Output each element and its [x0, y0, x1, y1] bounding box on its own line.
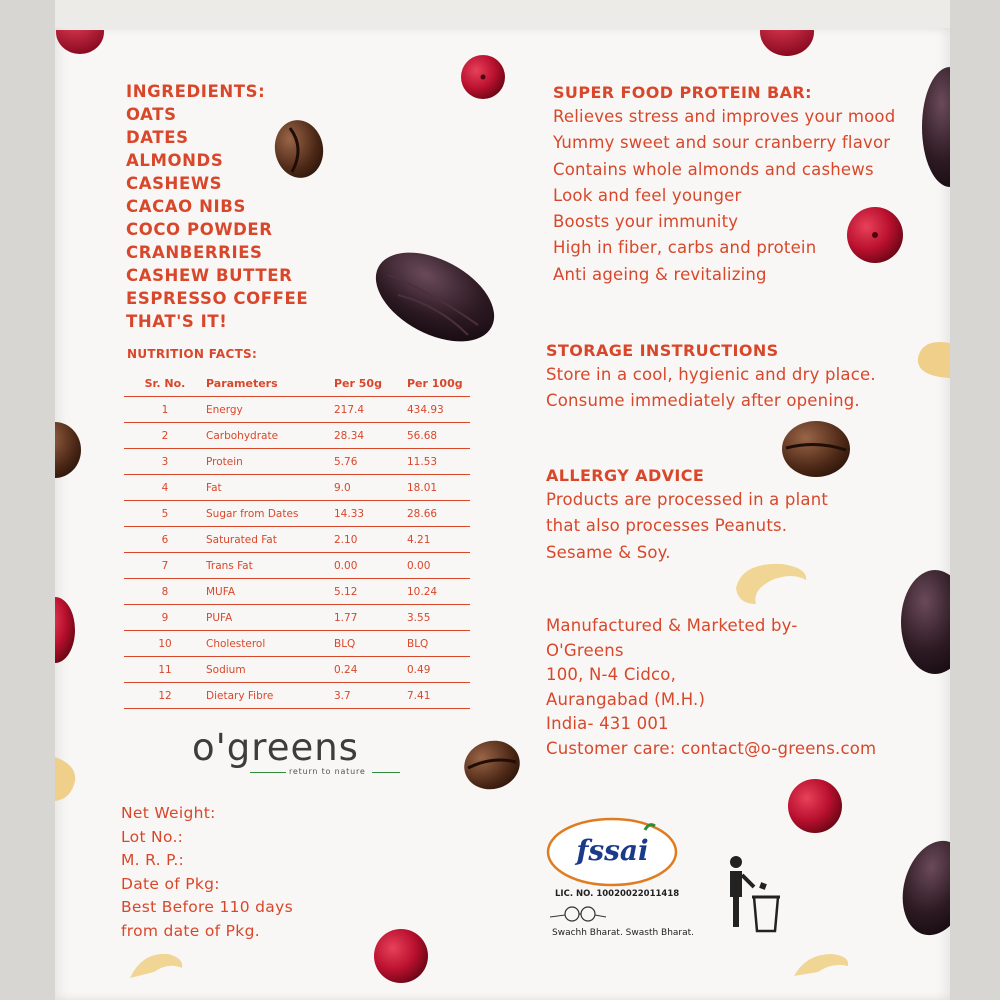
table-row	[124, 423, 470, 449]
column-header: Parameters	[206, 370, 334, 397]
date-fruit-icon	[895, 568, 950, 676]
per-100g-cell: 7.41	[407, 683, 470, 709]
sr-no-cell: 5	[124, 501, 206, 527]
spectacles-icon	[548, 905, 608, 923]
ingredient-item: CACAO NIBS	[126, 197, 246, 216]
parameter-cell: Protein	[206, 449, 334, 475]
cranberry-icon	[55, 30, 105, 60]
pack-info-line: from date of Pkg.	[121, 921, 260, 940]
nutrition-table	[124, 370, 470, 709]
table-row	[124, 657, 470, 683]
parameter-cell: Sugar from Dates	[206, 501, 334, 527]
per-100g-cell: 3.55	[407, 605, 470, 631]
coffee-bean-icon	[462, 738, 522, 792]
per-50g-cell: 5.76	[334, 449, 407, 475]
cranberry-icon	[786, 778, 844, 834]
parameter-cell: Cholesterol	[206, 631, 334, 657]
cashew-icon	[912, 338, 950, 380]
coffee-bean-icon	[55, 420, 83, 480]
per-50g-cell: 9.0	[334, 475, 407, 501]
storage-line: Store in a cool, hygienic and dry place.	[546, 365, 876, 384]
manufacturer-section	[546, 614, 876, 761]
storage-line: Consume immediately after opening.	[546, 391, 860, 411]
benefit-item: Contains whole almonds and cashews	[553, 159, 874, 179]
manufacturer-line: Aurangabad (M.H.)	[546, 689, 706, 709]
allergy-line: Products are processed in a plant	[546, 490, 829, 509]
benefits-title: SUPER FOOD PROTEIN BAR:	[553, 83, 812, 102]
logo-line-right	[372, 772, 400, 773]
sr-no-cell: 11	[124, 657, 206, 683]
pack-info-line: Best Before 110 days	[121, 898, 293, 916]
column-header: Sr. No.	[124, 370, 206, 397]
table-header-row	[124, 370, 470, 397]
box-top-flap	[55, 0, 950, 31]
sr-no-cell: 8	[124, 579, 206, 605]
per-50g-cell: 3.7	[334, 683, 407, 709]
recycle-bin-icon	[720, 853, 784, 933]
logo-line-left	[250, 772, 286, 773]
parameter-cell: Trans Fat	[206, 553, 334, 579]
sr-no-cell: 6	[124, 527, 206, 553]
cashew-icon	[792, 952, 852, 978]
per-100g-cell: BLQ	[407, 631, 470, 657]
date-fruit-icon	[918, 65, 950, 190]
table-row	[124, 449, 470, 475]
per-100g-cell: 434.93	[407, 397, 470, 423]
ingredient-item: DATES	[126, 128, 189, 147]
allergy-section	[546, 465, 828, 566]
parameter-cell: MUFA	[206, 579, 334, 605]
per-50g-cell: 217.4	[334, 397, 407, 423]
cashew-icon	[128, 950, 186, 980]
per-50g-cell: BLQ	[334, 631, 407, 657]
ingredients-title: INGREDIENTS:	[126, 82, 266, 101]
table-row	[124, 397, 470, 423]
ingredient-item: OATS	[126, 105, 177, 124]
table-row	[124, 527, 470, 553]
per-100g-cell: 0.00	[407, 553, 470, 579]
parameter-cell: Saturated Fat	[206, 527, 334, 553]
pack-info-line: M. R. P.:	[121, 851, 185, 869]
manufacturer-line: O'Greens	[546, 640, 624, 660]
ingredient-item: CASHEW BUTTER	[126, 266, 293, 285]
per-50g-cell: 14.33	[334, 501, 407, 527]
table-row	[124, 553, 470, 579]
table-row	[124, 631, 470, 657]
pack-info-line: Net Weight:	[121, 804, 216, 822]
per-100g-cell: 18.01	[407, 475, 470, 501]
date-fruit-icon	[898, 838, 950, 938]
ingredient-item: COCO POWDER	[126, 220, 273, 239]
sr-no-cell: 9	[124, 605, 206, 631]
ingredient-item: ALMONDS	[126, 151, 224, 170]
parameter-cell: Carbohydrate	[206, 423, 334, 449]
allergy-line: that also processes Peanuts.	[546, 516, 788, 536]
table-row	[124, 475, 470, 501]
table-row	[124, 605, 470, 631]
per-100g-cell: 10.24	[407, 579, 470, 605]
manufacturer-line: Manufactured & Marketed by-	[546, 616, 798, 635]
parameter-cell: Sodium	[206, 657, 334, 683]
logo-wordmark: o'greens	[192, 726, 359, 769]
sr-no-cell: 7	[124, 553, 206, 579]
allergy-title: ALLERGY ADVICE	[546, 466, 705, 485]
column-header: Per 100g	[407, 370, 470, 397]
per-50g-cell: 28.34	[334, 423, 407, 449]
sr-no-cell: 3	[124, 449, 206, 475]
customer-care-line: Customer care: contact@o-greens.com	[546, 738, 877, 758]
benefits-section	[553, 82, 895, 288]
sr-no-cell: 2	[124, 423, 206, 449]
ingredient-item: CRANBERRIES	[126, 243, 263, 262]
ingredient-item: ESPRESSO COFFEE	[126, 289, 309, 308]
benefit-item: Anti ageing & revitalizing	[553, 264, 767, 284]
ingredients-section	[126, 80, 308, 333]
per-50g-cell: 2.10	[334, 527, 407, 553]
per-100g-cell: 11.53	[407, 449, 470, 475]
sr-no-cell: 4	[124, 475, 206, 501]
manufacturer-line: 100, N-4 Cidco,	[546, 665, 677, 684]
per-50g-cell: 1.77	[334, 605, 407, 631]
sr-no-cell: 10	[124, 631, 206, 657]
sr-no-cell: 1	[124, 397, 206, 423]
allergy-line: Sesame & Soy.	[546, 542, 671, 562]
parameter-cell: Dietary Fibre	[206, 683, 334, 709]
parameter-cell: Fat	[206, 475, 334, 501]
benefit-item: Boosts your immunity	[553, 212, 739, 232]
cranberry-icon	[372, 928, 430, 984]
fssai-license-number: LIC. NO. 10020022011418	[555, 889, 680, 899]
benefit-item: Yummy sweet and sour cranberry flavor	[553, 133, 891, 153]
column-header: Per 50g	[334, 370, 407, 397]
parameter-cell: PUFA	[206, 605, 334, 631]
nutrition-facts-title: NUTRITION FACTS:	[127, 347, 258, 361]
storage-title: STORAGE INSTRUCTIONS	[546, 341, 779, 360]
table-row	[124, 683, 470, 709]
storage-section	[546, 340, 876, 415]
per-100g-cell: 0.49	[407, 657, 470, 683]
benefit-item: Look and feel younger	[553, 185, 742, 205]
per-100g-cell: 4.21	[407, 527, 470, 553]
date-fruit-icon	[368, 245, 502, 350]
pack-info	[121, 802, 293, 943]
parameter-cell: Energy	[206, 397, 334, 423]
fssai-wordmark: fssai	[576, 834, 649, 867]
table-row	[124, 501, 470, 527]
per-100g-cell: 56.68	[407, 423, 470, 449]
benefit-item: High in fiber, carbs and protein	[553, 238, 817, 258]
ingredient-item: THAT'S IT!	[126, 312, 228, 331]
pack-info-line: Date of Pkg:	[121, 874, 220, 893]
ogreens-logo	[192, 726, 407, 786]
benefit-item: Relieves stress and improves your mood	[553, 107, 896, 126]
ingredient-item: CASHEWS	[126, 174, 223, 193]
per-50g-cell: 5.12	[334, 579, 407, 605]
table-row	[124, 579, 470, 605]
cranberry-icon	[55, 595, 77, 665]
sr-no-cell: 12	[124, 683, 206, 709]
logo-tagline: return to nature	[289, 767, 366, 776]
cashew-icon	[55, 755, 77, 803]
manufacturer-line: India- 431 001	[546, 714, 669, 733]
cranberry-icon	[760, 30, 815, 60]
per-50g-cell: 0.24	[334, 657, 407, 683]
per-100g-cell: 28.66	[407, 501, 470, 527]
per-50g-cell: 0.00	[334, 553, 407, 579]
swachh-bharat-text: Swachh Bharat. Swasth Bharat.	[552, 928, 695, 938]
pack-info-line: Lot No.:	[121, 827, 184, 846]
cranberry-icon	[458, 52, 508, 102]
